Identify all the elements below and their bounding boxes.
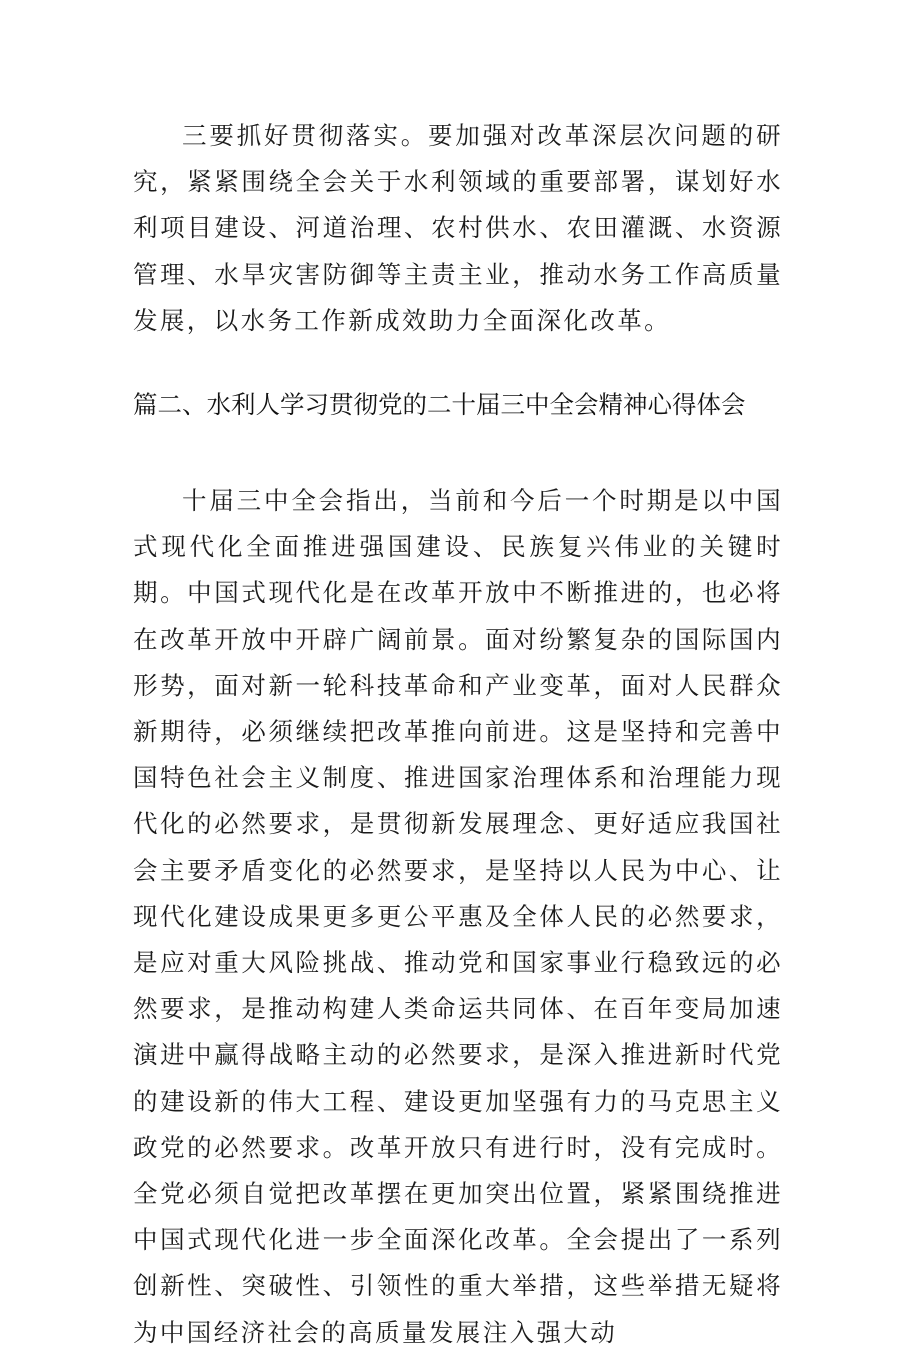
body-paragraph-1: 三要抓好贯彻落实。要加强对改革深层次问题的研究，紧紧围绕全会关于水利领域的重要部署，谋划好水利项目建设、河道治理、农村供水、农田灌溉、水资源管理、水旱灾害防御等主责主业，推动水务工作高质量发展，以水务工作新成效助力全面深化改革。 bbox=[133, 121, 783, 335]
body-paragraph-2: 十届三中全会指出，当前和今后一个时期是以中国式现代化全面推进强国建设、民族复兴伟业的关键时期。中国式现代化是在改革开放中不断推进的，也必将在改革开放中开辟广阔前景。面对纷繁复杂的国际国内形势，面对新一轮科技革命和产业变革，面对人民群众新期待，必须继续把改革推向前进。这是坚持和完善中国特色社会主义制度、推进国家治理体系和治理能力现代化的必然要求，是贯彻新发展理念、更好适应我国社会主要矛盾变化的必然要求，是坚持以人民为中心、让现代化建设成果更多更公平惠及全体人民的必然要求，是应对重大风险挑战、推动党和国家事业行稳致远的必然要求，是推动构建人类命运共同体、在百年变局加速演进中赢得战略主动的必然要求，是深入推进新时代党的建设新的伟大工程、建设更加坚强有力的马克思主义政党的必然要求。改革开放只有进行时，没有完成时。全党必须自觉把改革摆在更加突出位置，紧紧围绕推进中国式现代化进一步全面深化改革。全会提出了一系列创新性、突破性、引领性的重大举措，这些举措无疑将为中国经济社会的高质量发展注入强大动 bbox=[133, 486, 783, 1347]
section-heading: 篇二、水利人学习贯彻党的二十届三中全会精神心得体会 bbox=[133, 390, 746, 419]
